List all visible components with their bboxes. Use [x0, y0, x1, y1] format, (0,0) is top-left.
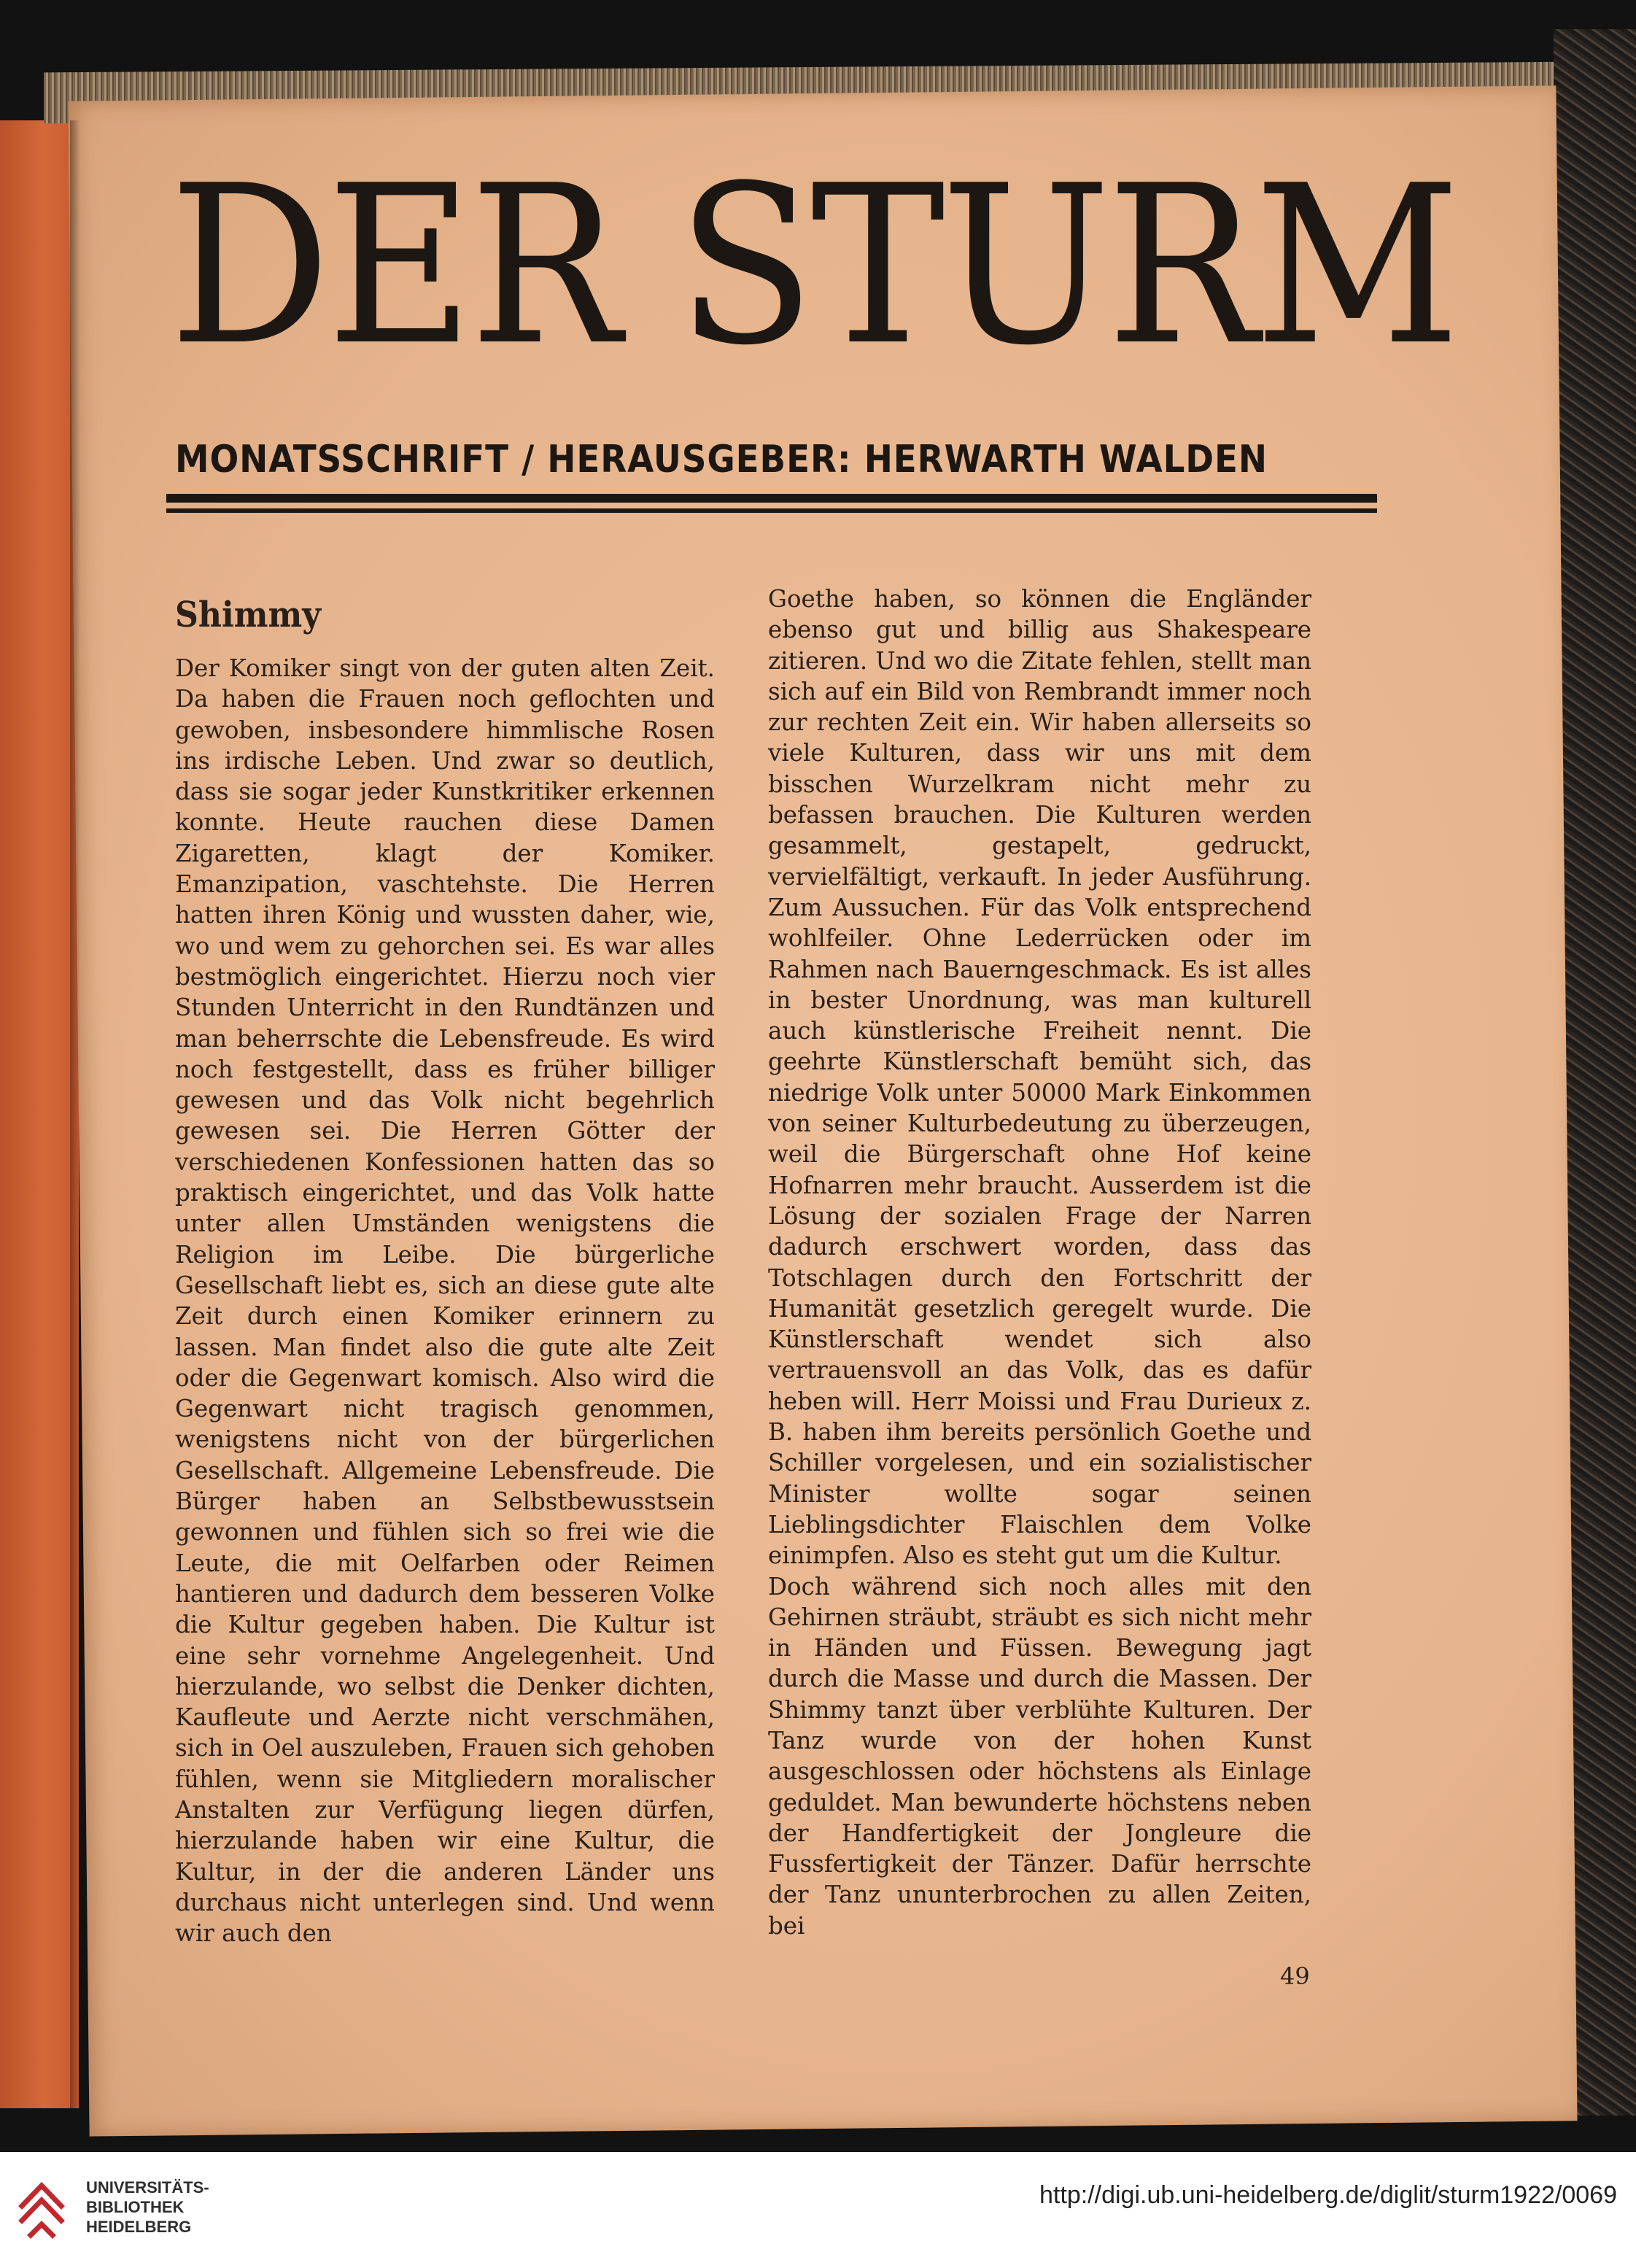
masthead-rule-thin: [166, 508, 1377, 513]
library-name-line: BIBLIOTHEK: [86, 2198, 185, 2216]
footer-bar: [0, 2152, 1636, 2268]
library-name-line: UNIVERSITÄTS-: [86, 2178, 209, 2197]
article-title: Shimmy: [175, 595, 321, 635]
article-paragraph: Doch während sich noch alles mit den Gehirnen sträubt, sträubt es sich nicht mehr in Händen und Füssen. Bewegung jagt durch die Masse und durch die Massen. Der Shimmy tanzt über verblühte Kulturen. Der Tanz wurde von der hohen Kunst ausgeschlossen oder höchstens als Einlage geduldet. Man bewunderte höchstens neben der Handfertigkeit der Jongleure die Fussfertigkeit der Tänzer. Dafür herrschte der Tanz ununterbrochen zu allen Zeiten, bei: [768, 1572, 1311, 1940]
article-paragraph: Goethe haben, so können die Engländer ebenso gut und billig aus Shakespeare zitieren. Und wo die Zitate fehlen, stellt man sich auf ein Bild von Rembrandt immer noch zur rechten Zeit ein. Wir haben allerseits so viele Kulturen, dass wir uns mit dem bisschen Wurzelkram nicht mehr zu befassen brauchen. Die Kulturen werden gesammelt, gestapelt, gedruckt, vervielfältigt, verkauft. In jeder Ausführung. Zum Aussuchen. Für das Volk entsprechend wohlfeiler. Ohne Lederrücken oder im Rahmen nach Bauerngeschmack. Es ist alles in bester Unordnung, was man kulturell auch künstlerische Freiheit nennt. Die geehrte Künstlerschaft bemüht sich, das niedrige Volk unter 50000 Mark Einkommen von seiner Kulturbedeutung zu überzeugen, weil die Bürgerschaft ohne Hof keine Hofnarren mehr braucht. Ausserdem ist die Lösung der sozialen Frage der Narren dadurch erschwert worden, dass das Totschlagen durch den Fortschritt der Humanität gesetzlich geregelt wurde. Die Künstlerschaft wendet sich also vertrauensvoll an das Volk, das es dafür heben will. Herr Moissi und Frau Durieux z. B. haben ihm bereits persönlich Goethe und Schiller vorgelesen, und ein sozialistischer Minister wollte sogar seinen Lieblingsdichter Flaischlen dem Volke einimpfen. Also es steht gut um die Kultur.: [768, 585, 1311, 1570]
article-column-left: [175, 653, 715, 1948]
masthead-rule: [166, 494, 1377, 503]
book-spine: [0, 120, 79, 2108]
masthead-title: DER STURM: [169, 139, 1457, 393]
article-paragraph: Der Komiker singt von der guten alten Zeit. Da haben die Frauen noch geflochten und gewoben, insbesondere himmlische Rosen ins irdische Leben. Und zwar so deutlich, dass sie sogar jeder Kunstkritiker erkennen konnte. Heute rauchen diese Damen Zigaretten, klagt der Komiker. Emanzipation, vaschtehste. Die Herren hatten ihren König und wussten daher, wie, wo und wem zu gehorchen sei. Es war alles bestmöglich eingerichtet. Hierzu noch vier Stunden Unterricht in den Rundtänzen und man beherrschte die Lebensfreude. Es wird noch festgestellt, dass es früher billiger gewesen und das Volk nicht begehrlich gewesen sei. Die Herren Götter der verschiedenen Konfessionen hatten das so praktisch eingerichtet, und das Volk hatte unter allen Umständen wenigstens die Religion im Leibe. Die bürgerliche Gesellschaft liebt es, sich an diese gute alte Zeit durch einen Komiker erinnern zu lassen. Man findet also die gute alte Zeit oder die Gegenwart komisch. Also wird die Gegenwart nicht tragisch genommen, wenigstens nicht von der bürgerlichen Gesellschaft. Allgemeine Lebensfreude. Die Bürger haben an Selbstbewusstsein gewonnen und fühlen sich so frei wie die Leute, die mit Oelfarben oder Reimen hantieren und dadurch dem besseren Volke die Kultur gegeben haben. Die Kultur ist eine sehr vornehme Angelegenheit. Und hierzulande, wo selbst die Denker dichten, Kaufleute und Aerzte nicht verschmähen, sich in Oel auszuleben, Frauen sich gehoben fühlen, wenn sie Mitgliedern moralischer Anstalten zur Verfügung liegen dürfen, hierzulande haben wir eine Kultur, die Kultur, in der die anderen Länder uns durchaus nicht unterlegen sind. Und wenn wir auch den: [175, 654, 715, 1948]
library-name-line: HEIDELBERG: [86, 2218, 192, 2236]
source-url-link[interactable]: http://digi.ub.uni-heidelberg.de/diglit/sturm1922/0069: [1039, 2181, 1617, 2209]
library-logo-icon: [16, 2170, 67, 2242]
library-name: [86, 2178, 209, 2237]
spine-shadow: [70, 120, 80, 2108]
article-column-right: [768, 584, 1311, 1941]
page-number: 49: [1280, 1962, 1310, 1990]
masthead-subtitle: MONATSSCHRIFT / HERAUSGEBER: HERWARTH WALDEN: [175, 438, 1268, 481]
